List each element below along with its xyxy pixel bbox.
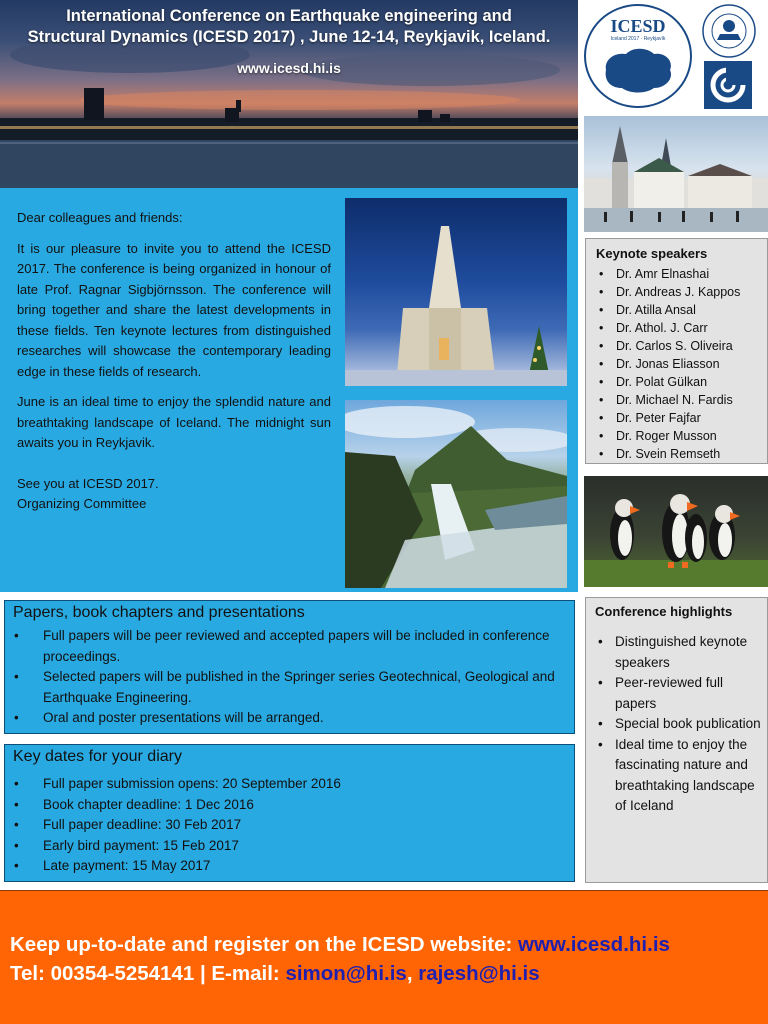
highlight-item: • Peer-reviewed full papers (586, 673, 764, 714)
footer-contact-text: Tel: 00354-5254141 | E-mail: (10, 962, 286, 985)
speaker-item: • Dr. Jonas Eliasson (586, 355, 740, 373)
spiral-logo-icon (704, 61, 752, 109)
key-dates-section (4, 744, 575, 882)
highlights-list (586, 632, 764, 817)
email-link-simon[interactable]: simon@hi.is (285, 962, 407, 985)
email-link-rajesh[interactable]: rajesh@hi.is (418, 962, 540, 985)
letter-signature: Organizing Committee (17, 496, 147, 511)
footer-register-line (10, 933, 670, 957)
highlights-heading: Conference highlights (595, 604, 733, 619)
date-item: • Full paper submission opens: 20 September 2016 (5, 774, 341, 795)
letter-closing: See you at ICESD 2017. (17, 475, 159, 491)
keynote-speakers-box (585, 238, 768, 464)
papers-heading: Papers, book chapters and presentations (13, 604, 305, 621)
puffins-photo (584, 476, 768, 587)
conference-highlights-box (585, 597, 768, 883)
speaker-item: • Dr. Polat Gülkan (586, 373, 740, 391)
footer-banner (0, 890, 768, 1024)
speaker-item: • Dr. Roger Musson (586, 427, 740, 445)
icesd-logo-subtext: Iceland 2017 · Reykjavík (610, 36, 666, 42)
footer-website-link[interactable]: www.icesd.hi.is (518, 933, 670, 956)
speaker-item: • Dr. Amr Elnashai (586, 265, 740, 283)
conference-title (0, 6, 578, 48)
key-dates-list (5, 774, 341, 877)
title-line-1: International Conference on Earthquake engineering and (66, 7, 512, 25)
highlight-item: • Special book publication (586, 714, 764, 735)
speaker-item: • Dr. Svein Remseth (586, 445, 740, 463)
university-seal-icon (702, 4, 756, 58)
invitation-letter (17, 208, 331, 525)
title-line-2: Structural Dynamics (ICESD 2017) , June 12-14, Reykjavik, Iceland. (27, 28, 551, 46)
papers-section (4, 600, 575, 734)
iceland-map-icon (600, 44, 676, 96)
papers-item: • Selected papers will be published in the Springer series Geotechnical, Geological and Earthquake Engineering. (5, 667, 570, 708)
speaker-item: • Dr. Michael N. Fardis (586, 391, 740, 409)
header-banner (0, 0, 578, 188)
speaker-item: • Dr. Peter Fajfar (586, 409, 740, 427)
keynote-heading: Keynote speakers (596, 246, 708, 261)
email-separator: , (406, 962, 419, 985)
speaker-item: • Dr. Atilla Ansal (586, 301, 740, 319)
key-dates-heading: Key dates for your diary (13, 748, 182, 765)
letter-greeting: Dear colleagues and friends: (17, 210, 183, 225)
date-item: • Late payment: 15 May 2017 (5, 856, 341, 877)
papers-item: • Full papers will be peer reviewed and accepted papers will be included in conference proceedings. (5, 626, 570, 667)
icesd-logo (584, 4, 692, 108)
icesd-logo-text: ICESD (610, 16, 666, 36)
date-item: • Early bird payment: 15 Feb 2017 (5, 836, 341, 857)
footer-contact-line (10, 962, 540, 986)
speaker-item: • Dr. Andreas J. Kappos (586, 283, 740, 301)
speaker-item: • Dr. Carlos S. Oliveira (586, 337, 740, 355)
keynote-speaker-list (586, 265, 740, 463)
date-item: • Book chapter deadline: 1 Dec 2016 (5, 795, 341, 816)
papers-item: • Oral and poster presentations will be arranged. (5, 708, 570, 729)
footer-register-text: Keep up-to-date and register on the ICESD website: (10, 933, 519, 956)
speaker-item: • Dr. Athol. J. Carr (586, 319, 740, 337)
letter-paragraph-1: It is our pleasure to invite you to attend the ICESD 2017. The conference is being organized in honour of late Prof. Ragnar Sigbjörnsson. The conference will bring together and share the latest developments in these fields. Ten keynote lectures from distinguished researches will showcase the contemporary leading edge in these fields of research. (17, 240, 331, 379)
highlight-item: • Ideal time to enjoy the fascinating nature and breathtaking landscape of Iceland (586, 735, 764, 817)
reykjavik-church-photo (584, 116, 768, 232)
header-website-link[interactable]: www.icesd.hi.is (237, 60, 341, 76)
kirkjufell-mountain-photo (345, 400, 567, 588)
letter-paragraph-2: June is an ideal time to enjoy the splendid nature and breathtaking landscape of Iceland. The midnight sun awaits you in Reykjavik. (17, 394, 331, 450)
highlight-item: • Distinguished keynote speakers (586, 632, 764, 673)
papers-list (5, 626, 570, 729)
hallgrimskirkja-photo (345, 198, 567, 386)
date-item: • Full paper deadline: 30 Feb 2017 (5, 815, 341, 836)
